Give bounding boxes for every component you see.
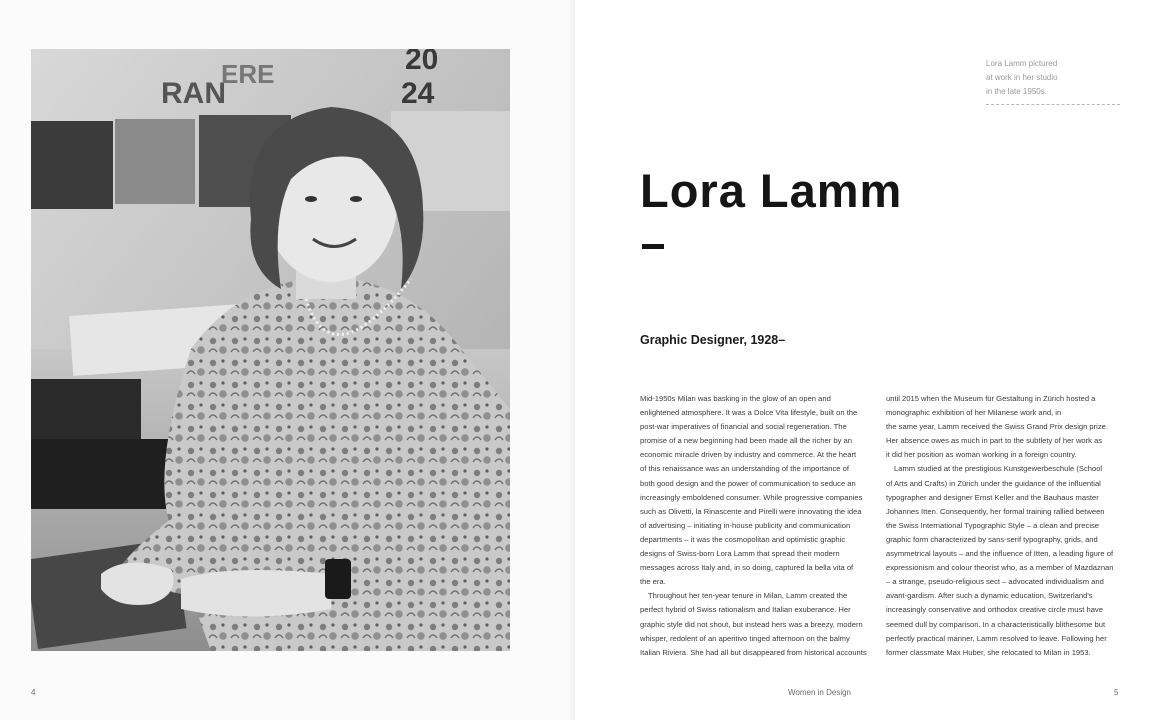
- portrait-photograph: [31, 49, 510, 651]
- body-line: increasingly emboldened consumer. While progressive companies: [640, 492, 863, 502]
- caption-dashed-rule: [986, 104, 1120, 105]
- body-line: the same year, Lamm received the Swiss Grand Prix design prize.: [886, 422, 1109, 432]
- body-line: perfect hybrid of Swiss rationalism and Italian exuberance. Her: [640, 605, 851, 615]
- wristwatch: [325, 559, 351, 599]
- body-line: Mid-1950s Milan was basking in the glow of an open and: [640, 394, 831, 403]
- body-line: – a strange, pseudo-religious sect – advocated individualism and: [886, 577, 1104, 587]
- caption-line: in the late 1950s.: [986, 87, 1047, 96]
- eye: [350, 196, 362, 202]
- body-line: Johannes Itten. Consequently, her formal training rallied between: [886, 506, 1105, 516]
- body-column-1: [640, 392, 876, 660]
- body-column-2: [886, 392, 1128, 660]
- body-line: it did her position as woman working in a foreign country.: [886, 450, 1077, 460]
- body-line: economic miracle driven by industry and commerce. At the heart: [640, 450, 857, 460]
- body-line: seemed dull by comparison. In a characteristically blithesome but: [886, 619, 1106, 629]
- body-line: Lamm studied at the prestigious Kunstgewerbeschule (School: [894, 464, 1103, 474]
- body-line: expressionism and colour theorist who, as a member of Mazdaznan: [886, 563, 1114, 573]
- body-line: enlightened atmosphere. It was a Dolce Vita lifestyle, built on the: [640, 408, 858, 418]
- body-line: the era.: [640, 577, 666, 587]
- eye: [305, 196, 317, 202]
- body-line: designs of Swiss-born Lora Lamm that spread their modern: [640, 549, 840, 559]
- running-footer-title: Women in Design: [788, 688, 851, 697]
- body-line: avant-gardism. After such a dynamic education, Switzerland's: [886, 591, 1093, 601]
- body-line: Italian Riviera. She had all but disappeared from historical accounts: [640, 647, 867, 657]
- portrait-illustration: [31, 49, 510, 651]
- body-line: Her absence owes as much in part to the subtlety of her work as: [886, 436, 1103, 446]
- page-number-right: 5: [1114, 688, 1119, 697]
- body-line: graphic style did not shout, but instead hers was a breezy, modern: [640, 619, 863, 629]
- wall-lettering: 20: [405, 49, 439, 76]
- hand: [181, 570, 331, 617]
- typewriter: [31, 379, 141, 439]
- body-line: former classmate Max Huber, she relocated to Milan in 1953.: [886, 647, 1091, 657]
- body-line: typographer and designer Ernst Keller and the Bauhaus master: [886, 492, 1099, 502]
- wall-poster: [115, 119, 195, 204]
- body-line: of this renaissance was an understanding of the importance of: [640, 464, 849, 474]
- body-line: increasingly conservative and orthodox creative circle must have: [886, 605, 1103, 615]
- body-line: perfectly practical manner, Lamm resolved to leave. Following her: [886, 633, 1107, 643]
- left-page: [0, 0, 575, 720]
- body-line: of advertising – initiating in-house publicity and communication: [640, 520, 851, 530]
- body-line: both good design and the power of communication to seduce an: [640, 478, 856, 488]
- body-line: asymmetrical layouts – and the influence of Itten, a leading figure of: [886, 549, 1114, 559]
- subtitle: Graphic Designer, 1928–: [640, 333, 786, 347]
- body-line: Throughout her ten-year tenure in Milan, Lamm created the: [648, 591, 848, 601]
- caption-line: at work in her studio: [986, 73, 1058, 82]
- body-line: post-war imperatives of financial and social regeneration. The: [640, 422, 847, 432]
- wall-poster: [31, 121, 113, 209]
- body-line: of Arts and Crafts) in Zürich under the guidance of the influential: [886, 478, 1101, 488]
- title-dash: [642, 244, 664, 249]
- body-line: departments – it was the cosmopolitan and optimistic graphic: [640, 534, 846, 544]
- body-line: promise of a new beginning had been made all the richer by an: [640, 436, 852, 446]
- hand: [101, 563, 174, 605]
- caption-line: Lora Lamm pictured: [986, 59, 1058, 68]
- wall-lettering: 24: [401, 77, 435, 110]
- body-line: whisper, redolent of an aperitivo tinged afternoon on the balmy: [640, 633, 850, 643]
- body-line: monographic exhibition of her Milanese work and, in: [886, 408, 1062, 418]
- page-number-left: 4: [31, 688, 36, 697]
- body-line: until 2015 when the Museum für Gestaltung in Zürich hosted a: [886, 394, 1096, 403]
- body-line: the Swiss International Typographic Style – a clean and precise: [886, 520, 1100, 530]
- body-line: messages across Italy and, in so doing, captured la bella vita of: [640, 563, 854, 573]
- wall-lettering: ERE: [221, 59, 275, 89]
- page-title: Lora Lamm: [640, 164, 903, 217]
- wall-lettering: RAN: [161, 77, 226, 110]
- body-line: graphic form characterized by sans-serif typography, grids, and: [886, 534, 1098, 544]
- body-line: such as Olivetti, la Rinascente and Pirelli were innovating the idea: [640, 506, 862, 516]
- photo-caption: [986, 57, 1126, 99]
